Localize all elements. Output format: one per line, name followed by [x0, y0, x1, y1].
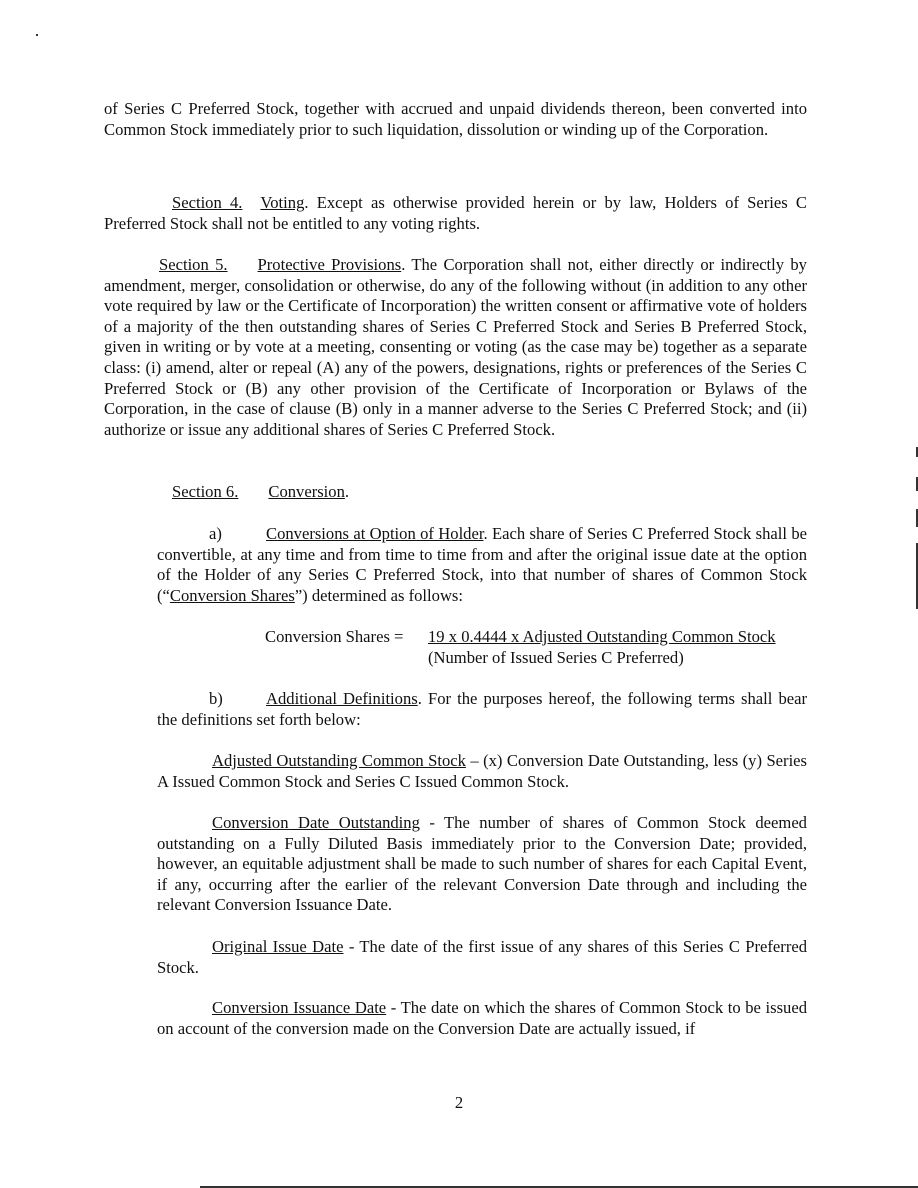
section-4-number: Section 4.	[172, 193, 243, 212]
paragraph-b-heading: Additional Definitions	[266, 689, 418, 708]
section-5-number: Section 5.	[159, 255, 228, 274]
paragraph-a-label: a)	[209, 524, 222, 543]
scan-artifact-dot	[36, 34, 38, 36]
paragraph-a	[157, 524, 807, 606]
section-5-body: . The Corporation shall not, either directly or indirectly by amendment, merger, consolidation or otherwise, do any of the following without (in addition to any other vote required by law or the Certificate of Incorporation) the written consent or affirmative vote of holders of a majority of the then outstanding shares of Series C Preferred Stock and Series B Preferred Stock, given in writing or by vote at a meeting, consenting or voting (as the case may be) together as a separate class: (i) amend, alter or repeal (A) any of the powers, designations, rights or preferences of the Series C Preferred Stock or (B) any other provision of the Certificate of Incorporation or Bylaws of the Corporation, in the case of clause (B) only in a manner adverse to the Series C Preferred Stock; and (ii) authorize or issue any additional shares of Series C Preferred Stock.	[104, 255, 807, 439]
section-6-heading-suffix: .	[344, 482, 350, 501]
definition-term: Original Issue Date	[212, 937, 344, 956]
paragraph-a-body-before: . Each share of Series C Preferred Stock shall be convertible, at any time and from time to time from and after the original issue date at the option of the Holder of any Series C Preferred Stock, into that number of shares of Common Stock (“	[157, 524, 807, 605]
section-6-heading: Conversion	[268, 482, 345, 501]
section-4-paragraph	[104, 193, 807, 234]
definition-original-issue-date	[157, 937, 807, 978]
definition-conversion-date-outstanding	[157, 813, 807, 916]
continuation-paragraph: of Series C Preferred Stock, together with accrued and unpaid dividends thereon, been converted into Common Stock immediately prior to such liquidation, dissolution or winding up of the Corporation.	[104, 99, 807, 139]
definition-term: Conversion Date Outstanding	[212, 813, 420, 832]
section-4-heading: Voting	[260, 193, 305, 212]
formula-label: Conversion Shares =	[265, 627, 404, 646]
paragraph-b	[157, 689, 807, 730]
section-4-body: . Except as otherwise provided herein or by law, Holders of Series C Preferred Stock shall not be entitled to any voting rights.	[104, 193, 807, 233]
definition-conversion-issuance-date	[157, 998, 807, 1039]
definition-text: - The number of shares of Common Stock deemed outstanding on a Fully Diluted Basis immediately prior to the Conversion Date; provided, however, an equitable adjustment shall be made to such number of shares for each Capital Event, if any, occurring after the earlier of the relevant Conversion Date through and including the relevant Conversion Issuance Date.	[157, 813, 807, 915]
formula-denominator: (Number of Issued Series C Preferred)	[428, 648, 684, 667]
definition-adjusted-outstanding	[157, 751, 807, 792]
definition-term: Conversion Issuance Date	[212, 998, 387, 1017]
paragraph-b-body: . For the purposes hereof, the following terms shall bear the definitions set forth below:	[157, 689, 808, 729]
formula-numerator: 19 x 0.4444 x Adjusted Outstanding Common Stock	[428, 627, 776, 646]
section-5-paragraph	[104, 255, 807, 440]
definition-text: - The date on which the shares of Common Stock to be issued on account of the conversion made on the Conversion Date are actually issued, if	[157, 998, 807, 1038]
conversion-shares-term: Conversion Shares	[169, 585, 295, 605]
paragraph-a-heading: Conversions at Option of Holder	[266, 524, 484, 543]
page-number: 2	[454, 1093, 464, 1112]
definition-term: Adjusted Outstanding Common Stock	[212, 751, 466, 770]
paragraph-b-label: b)	[209, 689, 223, 708]
section-6-heading-line	[104, 482, 807, 503]
paragraph-a-body-after: ”) determined as follows:	[294, 585, 464, 605]
section-5-heading: Protective Provisions	[257, 255, 402, 274]
definition-text: – (x) Conversion Date Outstanding, less (y) Series A Issued Common Stock and Series C Issued Common Stock.	[157, 751, 807, 791]
definition-text: - The date of the first issue of any shares of this Series C Preferred Stock.	[157, 937, 808, 977]
section-6-number: Section 6.	[172, 482, 239, 501]
